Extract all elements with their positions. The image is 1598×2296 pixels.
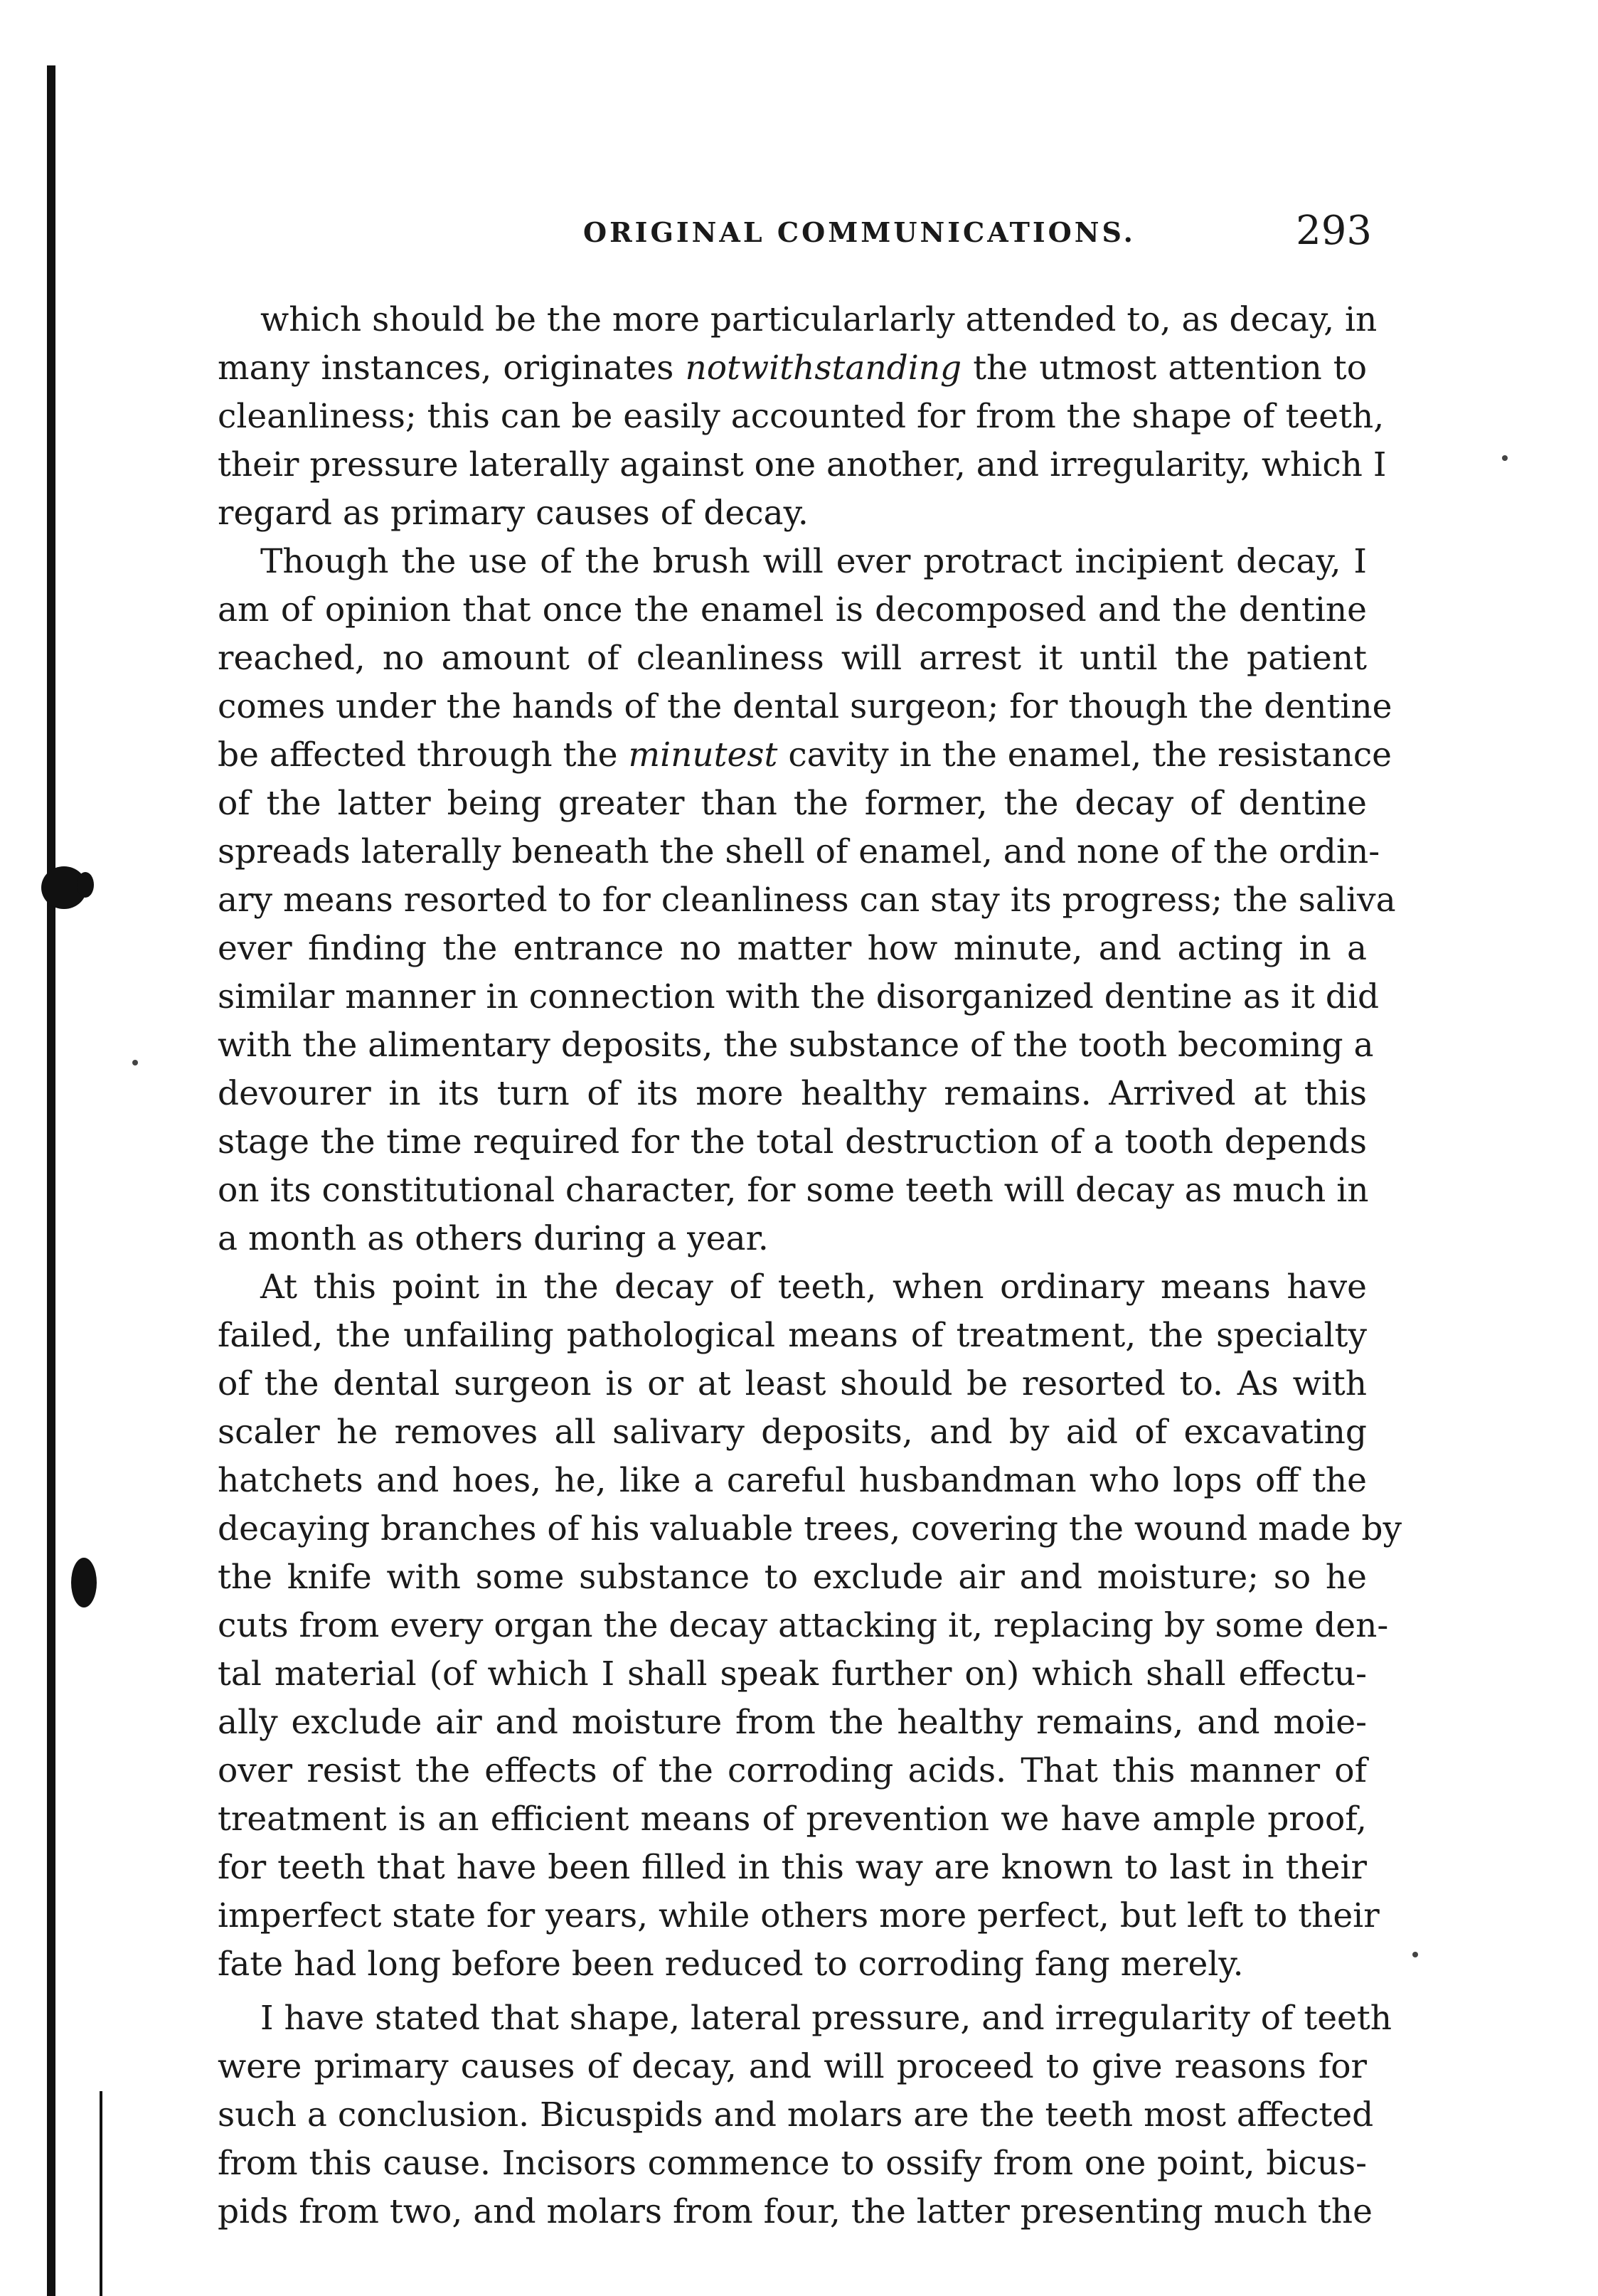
text-line: such a conclusion. Bicuspids and molars are the teeth most affected (218, 2095, 1374, 2135)
text-line: At this point in the decay of teeth, when ordinary means have (260, 1267, 1367, 1307)
paper-speck (1412, 1952, 1418, 1957)
text-line: cuts from every organ the decay attacking it, replacing by some den- (218, 1606, 1389, 1645)
text-line: ever finding the entrance no matter how minute, and acting in a (218, 929, 1367, 968)
binding-rule-lower (100, 2091, 102, 2296)
text-line: regard as primary causes of decay. (218, 494, 809, 533)
text-line: the knife with some substance to exclude air and moisture; so he (218, 1558, 1367, 1597)
text-line: of the latter being greater than the former, the decay of dentine (218, 784, 1367, 823)
text-line: ally exclude air and moisture from the healthy remains, and moie- (218, 1703, 1367, 1742)
binding-rule (47, 65, 55, 2296)
paper-speck (132, 1060, 138, 1065)
text-line: failed, the unfailing pathological means of treatment, the specialty (218, 1316, 1367, 1355)
text-line: I have stated that shape, lateral pressure, and irregularity of teeth (260, 1999, 1392, 2038)
text-line: fate had long before been reduced to corroding fang merely. (218, 1945, 1244, 1984)
italic-text: notwithstanding (685, 349, 962, 388)
text-line: for teeth that have been filled in this way are known to last in their (218, 1848, 1367, 1887)
text-line: ary means resorted to for cleanliness can stay its progress; the saliva (218, 881, 1396, 920)
paragraph (218, 1263, 1402, 1989)
text-line: am of opinion that once the enamel is decomposed and the dentine (218, 590, 1367, 629)
page-number: 293 (1296, 208, 1372, 254)
text-line: tal material (of which I shall speak further on) which shall effectu- (218, 1654, 1367, 1694)
paragraph (218, 1994, 1392, 2236)
text-line: comes under the hands of the dental surgeon; for though the dentine (218, 687, 1392, 726)
text-line: similar manner in connection with the disorganized dentine as it did (218, 977, 1380, 1016)
text-line: with the alimentary deposits, the substance of the tooth becoming a (218, 1026, 1374, 1065)
text-line: were primary causes of decay, and will proceed to give reasons for (218, 2047, 1367, 2086)
text-line: which should be the more particularlarly attended to, as decay, in (260, 300, 1378, 339)
text-line: hatchets and hoes, he, like a careful husbandman who lops off the (218, 1461, 1367, 1500)
running-head (0, 208, 1598, 270)
ink-blot (71, 1558, 97, 1607)
text-line: be affected through the minutest cavity in the enamel, the resistance (218, 735, 1392, 775)
body-text (218, 296, 1402, 2236)
ink-blot (77, 872, 94, 898)
paragraph (218, 296, 1387, 538)
running-title: ORIGINAL COMMUNICATIONS. (583, 216, 1136, 248)
paper-speck (1502, 455, 1508, 461)
text-line: their pressure laterally against one another, and irregularity, which I (218, 445, 1387, 484)
italic-text: minutest (628, 735, 778, 775)
text-line: decaying branches of his valuable trees, covering the wound made by (218, 1509, 1402, 1548)
text-line: pids from two, and molars from four, the latter presenting much the (218, 2192, 1373, 2231)
paragraph (218, 538, 1396, 1263)
text-line: many instances, originates notwithstanding the utmost attention to (218, 349, 1367, 388)
text-line: from this cause. Incisors commence to ossify from one point, bicus- (218, 2144, 1367, 2183)
text-line: stage the time required for the total destruction of a tooth depends (218, 1122, 1367, 1162)
text-line: cleanliness; this can be easily accounted for from the shape of teeth, (218, 397, 1385, 436)
text-line: devourer in its turn of its more healthy remains. Arrived at this (218, 1074, 1367, 1113)
text-line: scaler he removes all salivary deposits, and by aid of excavating (218, 1413, 1367, 1452)
text-line: over resist the effects of the corroding acids. That this manner of (218, 1751, 1367, 1790)
text-line: on its constitutional character, for some teeth will decay as much in (218, 1171, 1369, 1210)
text-line: reached, no amount of cleanliness will arrest it until the patient (218, 639, 1367, 678)
text-line: Though the use of the brush will ever protract incipient decay, I (260, 542, 1367, 581)
text-line: imperfect state for years, while others more perfect, but left to their (218, 1896, 1380, 1935)
text-line: a month as others during a year. (218, 1219, 769, 1258)
text-line: of the dental surgeon is or at least should be resorted to. As with (218, 1364, 1367, 1403)
text-line: spreads laterally beneath the shell of enamel, and none of the ordin- (218, 832, 1380, 871)
text-line: treatment is an efficient means of prevention we have ample proof, (218, 1800, 1367, 1839)
